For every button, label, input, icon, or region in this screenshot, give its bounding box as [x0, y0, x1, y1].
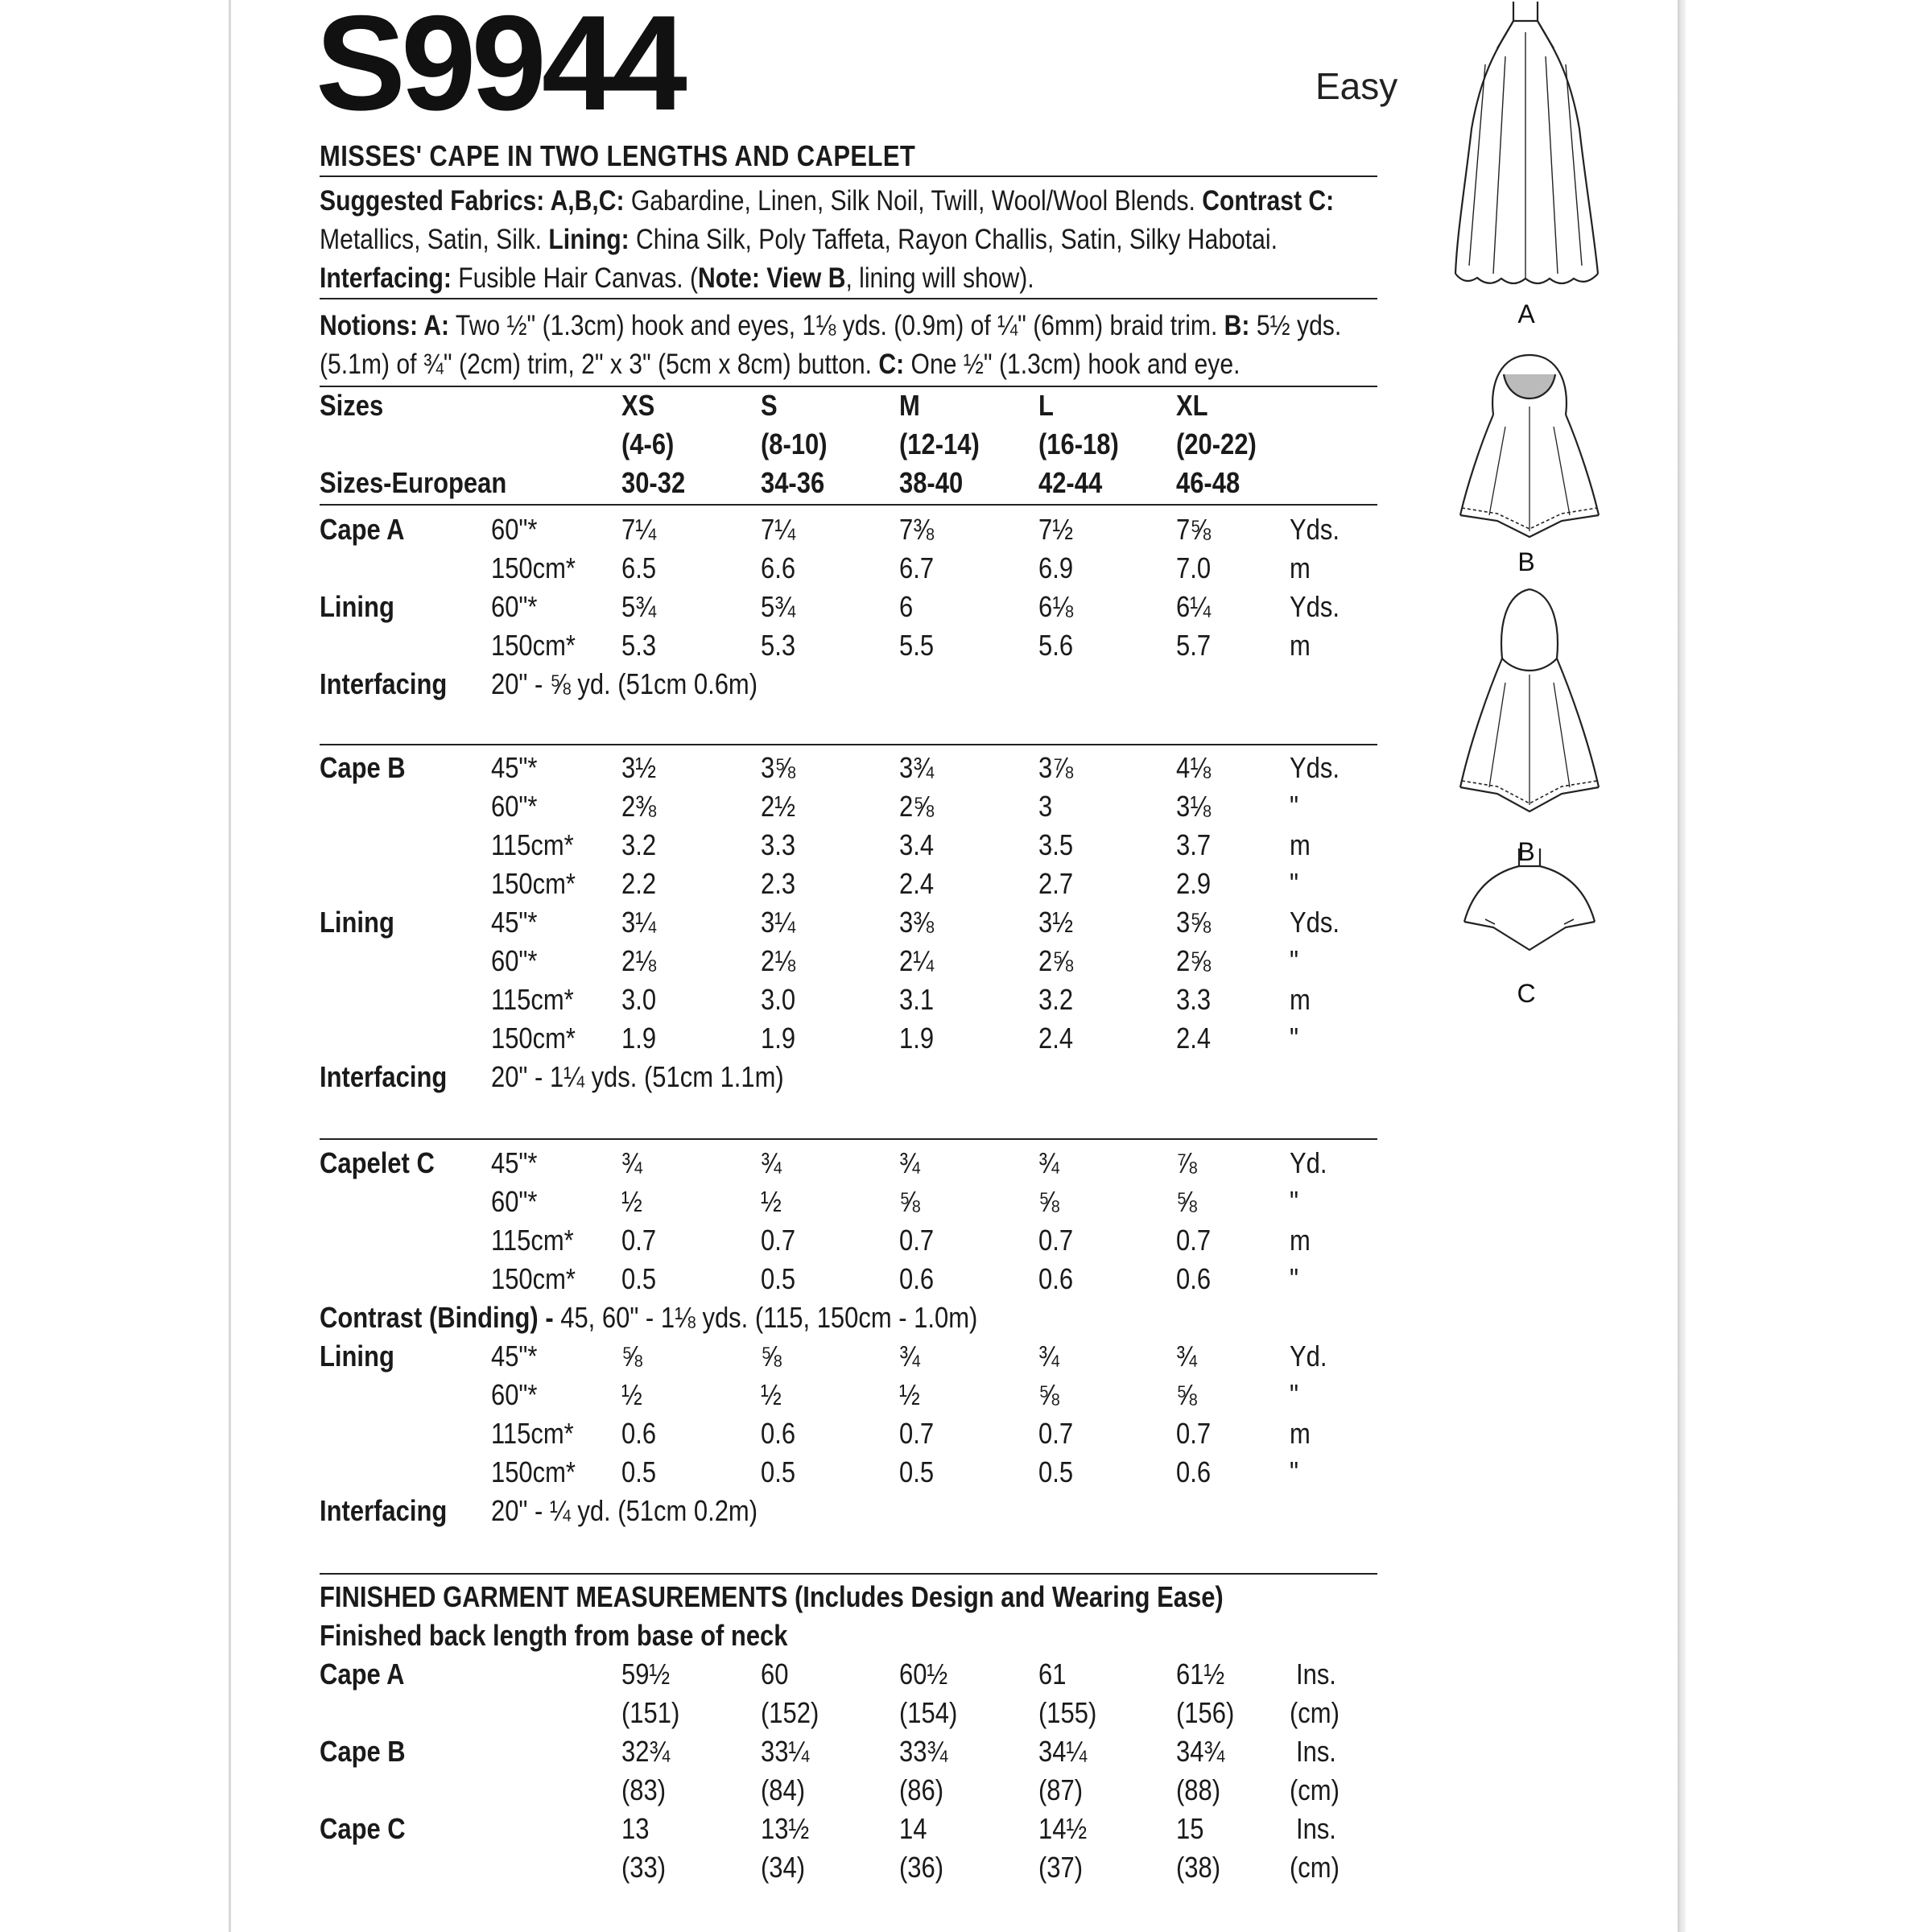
lining-row: 150cm* 1.9 1.9 1.9 2.4 2.4 "	[491, 1022, 1298, 1055]
yardage-row: 60"* 2⅜ 2½ 2⅝ 3 3⅛ "	[491, 790, 1298, 823]
cape-b-hood-back-sketch	[1457, 586, 1602, 819]
yardage-row: Capelet C 45"* ¾ ¾ ¾ ¾ ⅞ Yd.	[320, 1146, 1327, 1179]
yardage-row: 150cm* 0.5 0.5 0.6 0.6 0.6 "	[491, 1262, 1298, 1295]
capelet-c-sketch	[1461, 845, 1598, 958]
lining-row: 60"* 2⅛ 2⅛ 2¼ 2⅝ 2⅝ "	[491, 944, 1298, 977]
suggested-fabrics	[320, 182, 1372, 298]
yardage-row: 150cm* 6.5 6.6 6.7 6.9 7.0 m	[491, 551, 1311, 584]
lining-row: Lining 45"* 3¼ 3¼ 3⅜ 3½ 3⅝ Yds.	[320, 906, 1340, 939]
finished-row-cm: (33) (34) (36) (37) (38) (cm)	[621, 1851, 1340, 1884]
cape-b-hood-front-sketch	[1457, 350, 1602, 543]
contrast-binding-row: Contrast (Binding) - 45, 60" - 1⅛ yds. (115, 150cm - 1.0m)	[320, 1301, 978, 1334]
fabrics-line-1: Suggested Fabrics: A,B,C: Gabardine, Linen, Silk Noil, Twill, Wool/Wool Blends. Contrast C:	[320, 185, 1335, 217]
cape-a-long-sketch	[1449, 0, 1602, 290]
finished-row-cm: (83) (84) (86) (87) (88) (cm)	[621, 1773, 1340, 1806]
sheet-edge-left	[229, 0, 231, 1932]
yardage-row: 115cm* 0.7 0.7 0.7 0.7 0.7 m	[491, 1224, 1311, 1257]
lining-row: 150cm* 0.5 0.5 0.5 0.5 0.6 "	[491, 1455, 1298, 1488]
notions-line-2: (5.1m) of ¾" (2cm) trim, 2" x 3" (5cm x 8cm) button. C: One ½" (1.3cm) hook and eye.	[320, 349, 1241, 380]
yardage-row: Cape B 45"* 3½ 3⅝ 3¾ 3⅞ 4⅛ Yds.	[320, 751, 1340, 784]
sheet-edge-right	[1678, 0, 1686, 1932]
lining-row: Lining 60"* 5¾ 5¾ 6 6⅛ 6¼ Yds.	[320, 590, 1340, 623]
finished-row: Cape A 59½ 60 60½ 61 61½ Ins.	[320, 1657, 1336, 1690]
cape-a-yardage	[320, 510, 1377, 704]
interfacing-row: Interfacing 20" - ⅝ yd. (51cm 0.6m)	[320, 667, 758, 700]
finished-heading: FINISHED GARMENT MEASUREMENTS (Includes Design and Wearing Ease)	[320, 1580, 1224, 1613]
fabrics-line-3: Interfacing: Fusible Hair Canvas. (Note: View B, lining will show).	[320, 262, 1034, 294]
interfacing-row: Interfacing 20" - ¼ yd. (51cm 0.2m)	[320, 1494, 758, 1527]
view-b-label: B	[1517, 547, 1535, 576]
size-names-row: Sizes XS S M L XL	[320, 389, 1208, 422]
size-us-row: (4-6) (8-10) (12-14) (16-18) (20-22)	[621, 427, 1257, 460]
lining-row: 60"* ½ ½ ½ ⅝ ⅝ "	[491, 1378, 1298, 1411]
capelet-c-yardage	[320, 1144, 1377, 1530]
finished-measurements	[320, 1578, 1377, 1887]
lining-row: 115cm* 3.0 3.0 3.1 3.2 3.3 m	[491, 983, 1311, 1016]
fabrics-line-2: Metallics, Satin, Silk. Lining: China Silk, Poly Taffeta, Rayon Challis, Satin, Silky Habotai.	[320, 224, 1278, 255]
sizes-header	[320, 386, 1377, 502]
yardage-row: 115cm* 3.2 3.3 3.4 3.5 3.7 m	[491, 828, 1311, 861]
interfacing-row: Interfacing 20" - 1¼ yds. (51cm 1.1m)	[320, 1060, 784, 1093]
lining-row: 115cm* 0.6 0.6 0.7 0.7 0.7 m	[491, 1417, 1311, 1450]
cape-b-yardage	[320, 749, 1377, 1096]
finished-row: Cape B 32¾ 33¼ 33¾ 34¼ 34¾ Ins.	[320, 1735, 1336, 1768]
notions	[320, 307, 1372, 384]
divider	[320, 1138, 1377, 1140]
notions-line-1: Notions: A: Two ½" (1.3cm) hook and eyes, 1⅛ yds. (0.9m) of ¼" (6mm) braid trim. B: 5½ yds.	[320, 310, 1342, 341]
finished-row: Cape C 13 13½ 14 14½ 15 Ins.	[320, 1812, 1336, 1845]
yardage-row: 150cm* 2.2 2.3 2.4 2.7 2.9 "	[491, 867, 1298, 900]
divider	[320, 504, 1377, 506]
pattern-title: MISSES' CAPE IN TWO LENGTHS AND CAPELET	[320, 139, 916, 172]
divider	[320, 298, 1377, 299]
finished-subheading: Finished back length from base of neck	[320, 1619, 788, 1652]
divider	[320, 744, 1377, 745]
divider	[320, 1573, 1377, 1575]
pattern-code: S9944	[316, 0, 683, 138]
view-c-label: C	[1517, 979, 1536, 1008]
divider	[320, 175, 1377, 177]
size-european-row: Sizes-European 30-32 34-36 38-40 42-44 46-48	[320, 466, 1241, 499]
yardage-row: Cape A 60"* 7¼ 7¼ 7⅜ 7½ 7⅝ Yds.	[320, 513, 1340, 546]
yardage-row: 60"* ½ ½ ⅝ ⅝ ⅝ "	[491, 1185, 1298, 1218]
lining-row: 150cm* 5.3 5.3 5.5 5.6 5.7 m	[491, 629, 1311, 662]
finished-row-cm: (151) (152) (154) (155) (156) (cm)	[621, 1696, 1340, 1729]
view-a-label: A	[1517, 299, 1535, 328]
lining-row: Lining 45"* ⅝ ⅝ ¾ ¾ ¾ Yd.	[320, 1340, 1327, 1373]
view-b-back-label: B	[1517, 837, 1535, 866]
difficulty-level: Easy	[1315, 65, 1398, 107]
